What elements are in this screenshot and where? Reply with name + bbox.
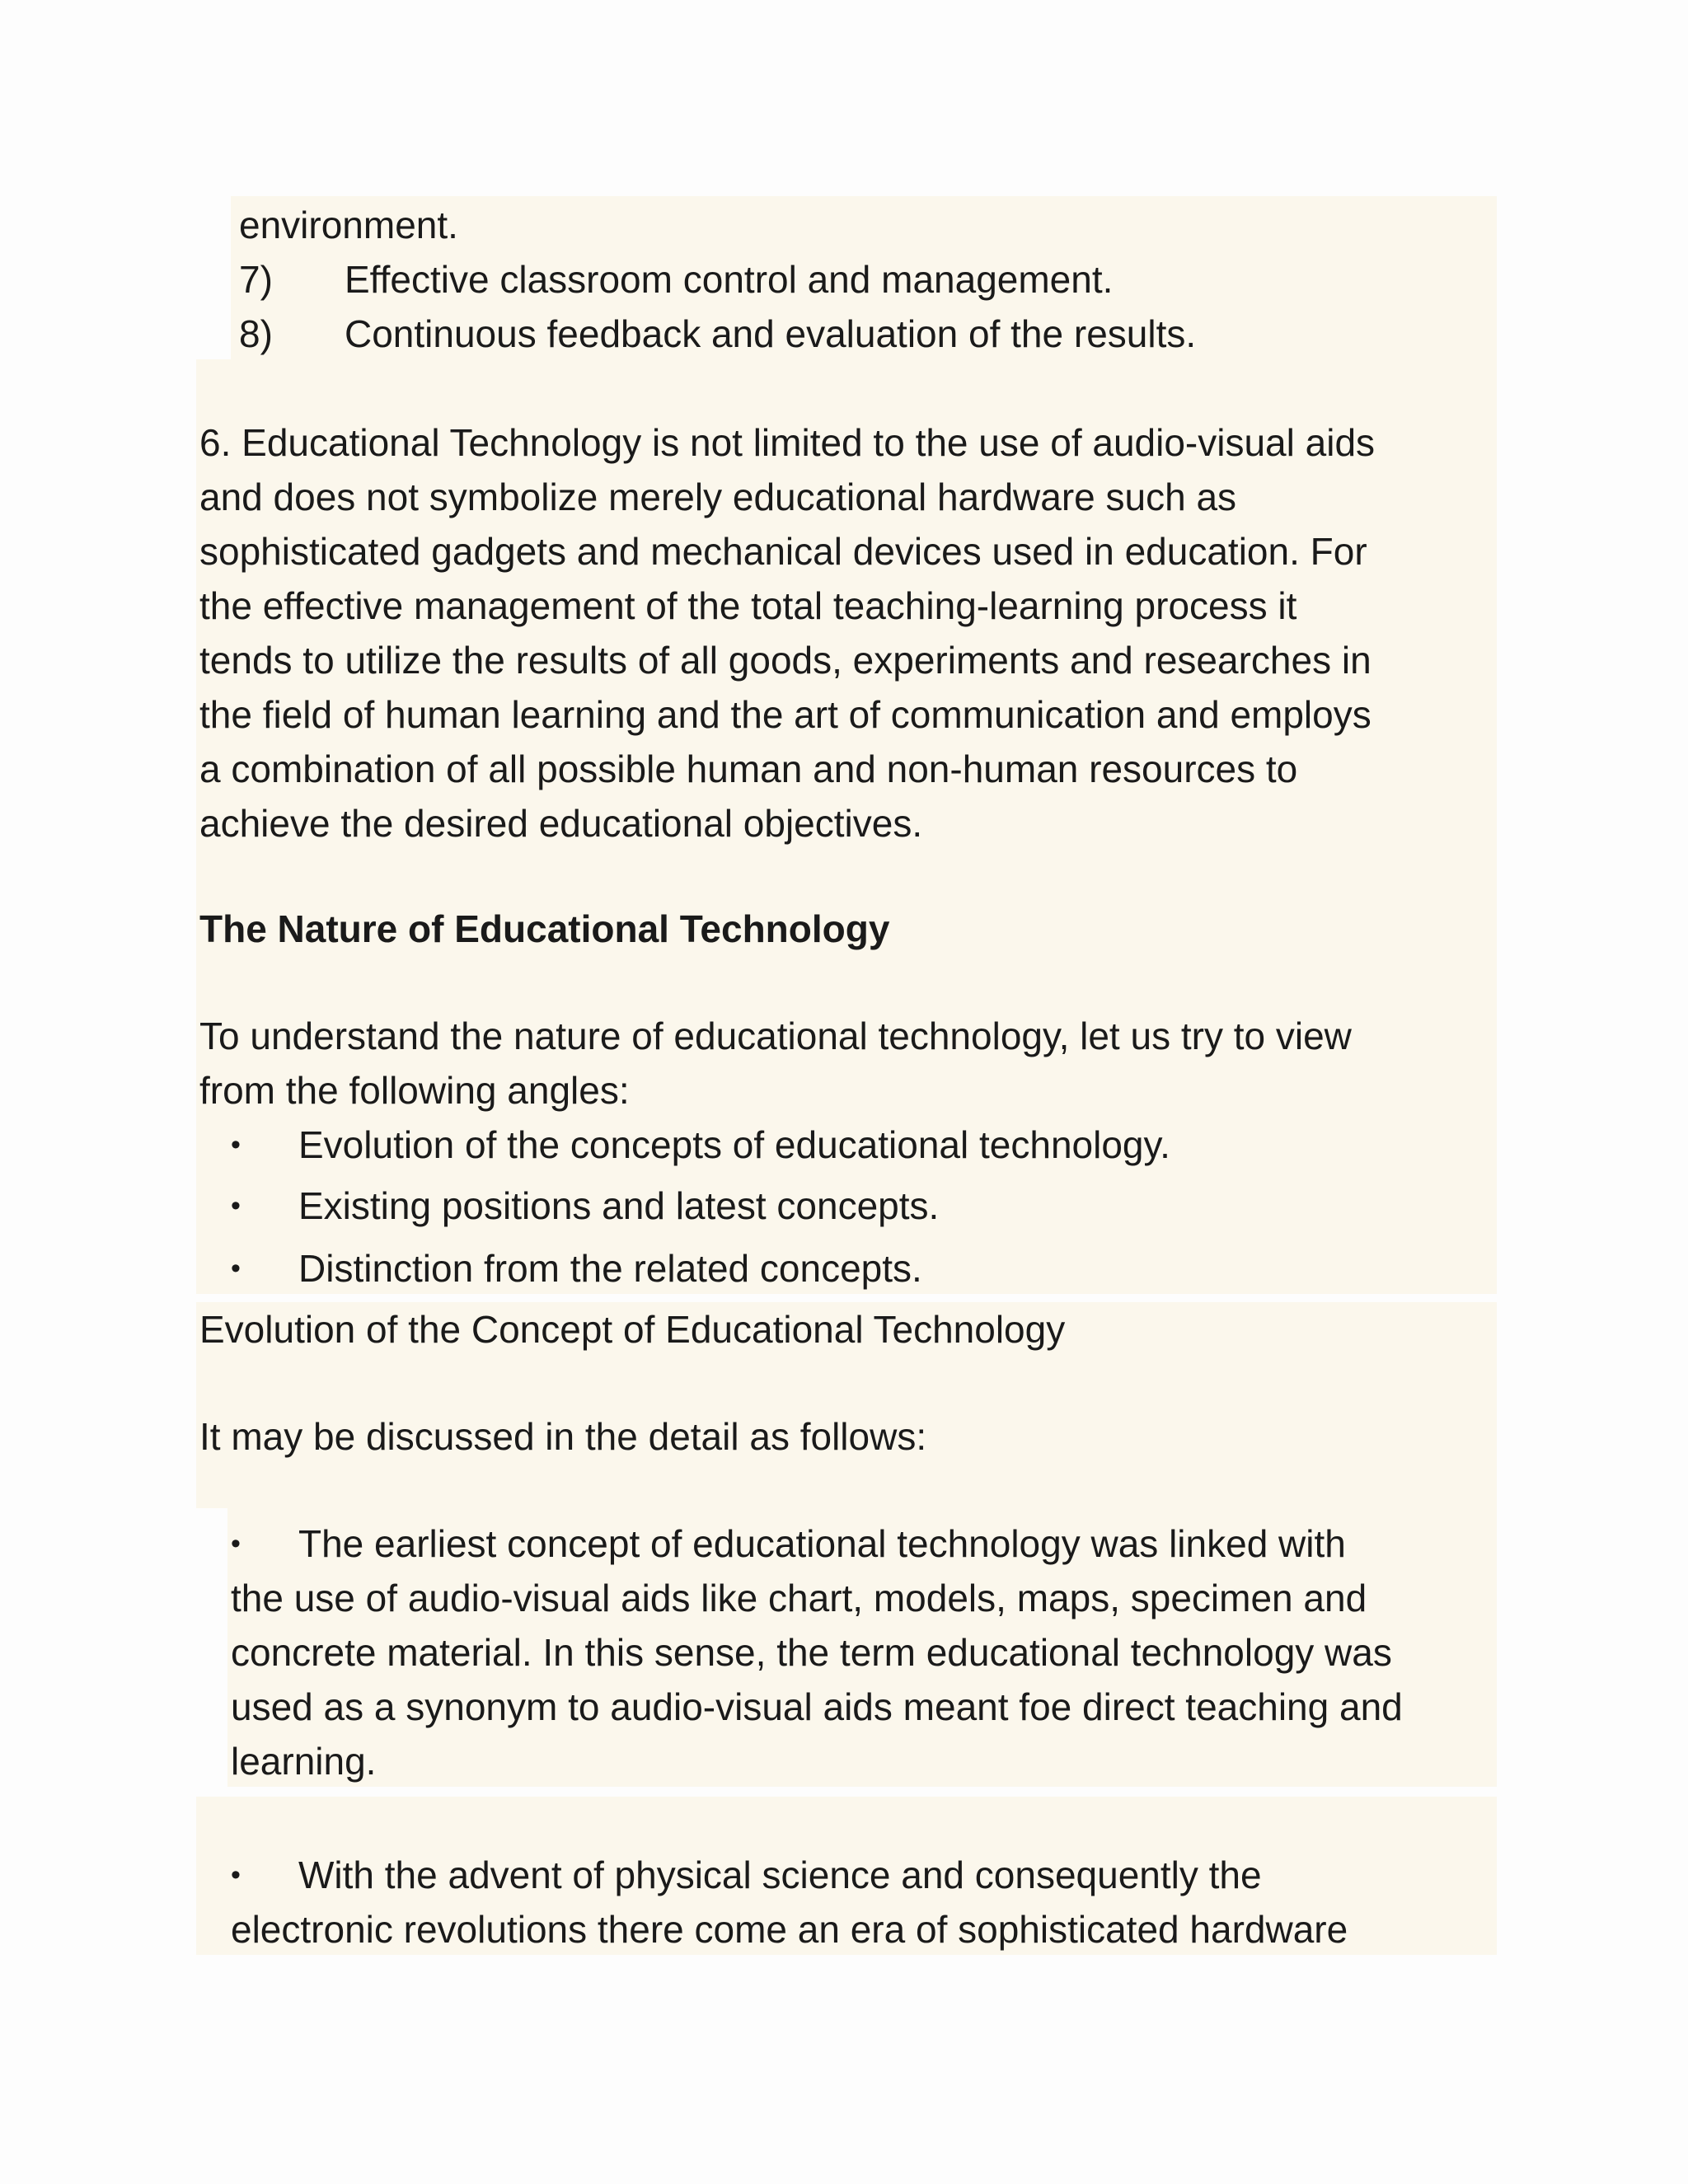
paragraph-line: and does not symbolize merely educational hardware such as (199, 476, 1237, 518)
bullet1-line: the use of audio-visual aids like chart, models, maps, specimen and (231, 1577, 1367, 1619)
bullet1-line: The earliest concept of educational technology was linked with (298, 1522, 1346, 1565)
angle-item: Existing positions and latest concepts. (298, 1184, 940, 1227)
bullet-icon: • (231, 1129, 241, 1160)
paragraph-line: 6. Educational Technology is not limited to the use of audio-visual aids (199, 421, 1376, 464)
paragraph-line: the effective management of the total teaching-learning process it (199, 584, 1297, 627)
bullet1-line: concrete material. In this sense, the term educational technology was (231, 1631, 1392, 1674)
section-heading: The Nature of Educational Technology (199, 907, 890, 950)
bullet2-line: electronic revolutions there come an era of sophisticated hardware (231, 1908, 1348, 1951)
paragraph-line: tends to utilize the results of all goods, experiments and researches in (199, 639, 1372, 682)
paragraph-line: a combination of all possible human and non-human resources to (199, 748, 1298, 790)
list-number-7: 7) (239, 258, 273, 301)
list-item-7: Effective classroom control and management. (345, 258, 1114, 301)
intro-line: To understand the nature of educational technology, let us try to view (199, 1015, 1352, 1057)
bullet2-line: With the advent of physical science and consequently the (298, 1854, 1262, 1896)
angle-item: Distinction from the related concepts. (298, 1247, 922, 1290)
bullet-icon: • (231, 1190, 241, 1221)
discussed-line: It may be discussed in the detail as follows: (199, 1415, 927, 1458)
subheading: Evolution of the Concept of Educational Technology (199, 1308, 1066, 1351)
paragraph-line: achieve the desired educational objectives. (199, 802, 923, 845)
angle-item: Evolution of the concepts of educational technology. (298, 1123, 1170, 1166)
paragraph-line: the field of human learning and the art of communication and employs (199, 693, 1372, 736)
bullet-icon: • (231, 1859, 241, 1891)
bullet-icon: • (231, 1528, 241, 1559)
list-number-8: 8) (239, 312, 273, 355)
intro-line: from the following angles: (199, 1069, 630, 1112)
paragraph-line: sophisticated gadgets and mechanical devices used in education. For (199, 530, 1367, 573)
bullet1-line: used as a synonym to audio-visual aids meant foe direct teaching and (231, 1685, 1403, 1728)
list-item-8: Continuous feedback and evaluation of the results. (345, 312, 1197, 355)
list-continuation-text: environment. (239, 204, 458, 246)
bullet1-line: learning. (231, 1740, 377, 1783)
bullet-icon: • (231, 1253, 241, 1284)
